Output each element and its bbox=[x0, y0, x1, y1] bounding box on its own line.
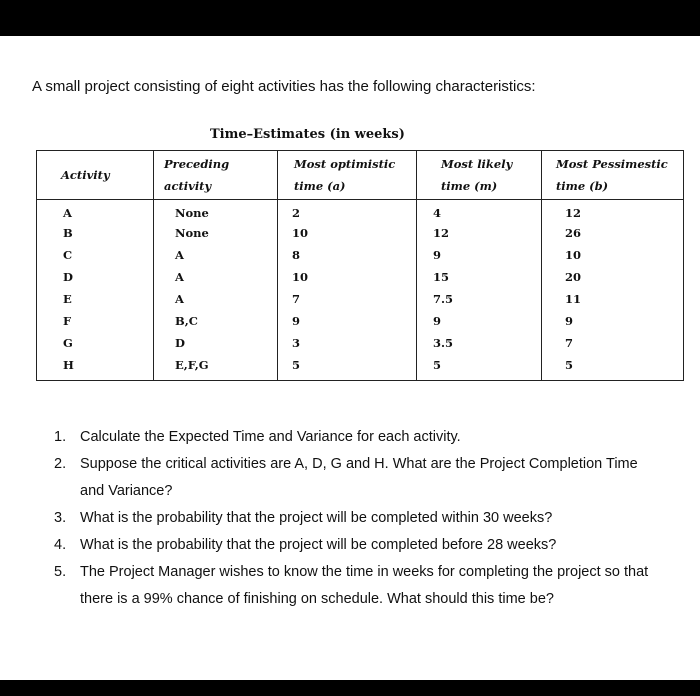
cell-activity: D bbox=[37, 266, 154, 288]
cell-activity: G bbox=[37, 332, 154, 354]
bottom-black-bar bbox=[0, 680, 700, 696]
cell-preceding: A bbox=[154, 244, 278, 266]
table-row bbox=[37, 266, 684, 288]
cell-preceding: B,C bbox=[154, 310, 278, 332]
question-number: 5. bbox=[54, 564, 67, 580]
cell-pessimistic: 20 bbox=[542, 266, 684, 288]
cell-optimistic: 3 bbox=[278, 332, 417, 354]
cell-optimistic: 5 bbox=[278, 354, 417, 381]
header-most-optimistic: Most optimistic time (a) bbox=[278, 151, 417, 200]
cell-likely: 9 bbox=[417, 244, 542, 266]
cell-likely: 7.5 bbox=[417, 288, 542, 310]
cell-activity: A bbox=[37, 200, 154, 223]
cell-activity: C bbox=[37, 244, 154, 266]
question-text: Calculate the Expected Time and Variance for each activity. bbox=[80, 429, 461, 445]
cell-optimistic: 9 bbox=[278, 310, 417, 332]
cell-preceding: E,F,G bbox=[154, 354, 278, 381]
cell-likely: 15 bbox=[417, 266, 542, 288]
question-item bbox=[54, 532, 664, 559]
cell-pessimistic: 7 bbox=[542, 332, 684, 354]
question-number: 2. bbox=[54, 456, 67, 472]
question-text: Suppose the critical activities are A, D, G and H. What are the Project Completion Time and Variance? bbox=[80, 456, 638, 499]
cell-optimistic: 10 bbox=[278, 266, 417, 288]
table-row bbox=[37, 244, 684, 266]
cell-pessimistic: 5 bbox=[542, 354, 684, 381]
table-row bbox=[37, 310, 684, 332]
top-black-bar bbox=[0, 0, 700, 36]
time-estimates-table bbox=[36, 150, 684, 381]
question-number: 3. bbox=[54, 510, 67, 526]
header-most-likely: Most likely time (m) bbox=[417, 151, 542, 200]
table-row bbox=[37, 222, 684, 244]
question-item bbox=[54, 559, 664, 613]
cell-preceding: A bbox=[154, 266, 278, 288]
cell-pessimistic: 26 bbox=[542, 222, 684, 244]
cell-preceding: None bbox=[154, 222, 278, 244]
cell-optimistic: 8 bbox=[278, 244, 417, 266]
table-row bbox=[37, 200, 684, 223]
cell-optimistic: 7 bbox=[278, 288, 417, 310]
cell-pessimistic: 11 bbox=[542, 288, 684, 310]
table-row bbox=[37, 354, 684, 381]
question-text: What is the probability that the project will be completed within 30 weeks? bbox=[80, 510, 553, 526]
question-text: What is the probability that the project will be completed before 28 weeks? bbox=[80, 537, 557, 553]
cell-preceding: None bbox=[154, 200, 278, 223]
table-row bbox=[37, 288, 684, 310]
cell-optimistic: 10 bbox=[278, 222, 417, 244]
cell-likely: 12 bbox=[417, 222, 542, 244]
cell-pessimistic: 12 bbox=[542, 200, 684, 223]
table-row bbox=[37, 332, 684, 354]
intro-text: A small project consisting of eight activities has the following characteristics: bbox=[32, 78, 536, 95]
cell-likely: 5 bbox=[417, 354, 542, 381]
question-item bbox=[54, 451, 664, 505]
cell-pessimistic: 10 bbox=[542, 244, 684, 266]
table-title: Time–Estimates (in weeks) bbox=[210, 127, 405, 142]
question-item bbox=[54, 505, 664, 532]
cell-likely: 3.5 bbox=[417, 332, 542, 354]
header-activity: Activity bbox=[37, 151, 154, 200]
cell-preceding: A bbox=[154, 288, 278, 310]
cell-likely: 9 bbox=[417, 310, 542, 332]
cell-activity: F bbox=[37, 310, 154, 332]
cell-activity: H bbox=[37, 354, 154, 381]
header-preceding-activity: Preceding activity bbox=[154, 151, 278, 200]
cell-likely: 4 bbox=[417, 200, 542, 223]
cell-optimistic: 2 bbox=[278, 200, 417, 223]
cell-preceding: D bbox=[154, 332, 278, 354]
cell-activity: E bbox=[37, 288, 154, 310]
cell-activity: B bbox=[37, 222, 154, 244]
question-list bbox=[54, 424, 664, 613]
question-number: 4. bbox=[54, 537, 67, 553]
question-number: 1. bbox=[54, 429, 67, 445]
table-header-row bbox=[37, 151, 684, 200]
cell-pessimistic: 9 bbox=[542, 310, 684, 332]
question-text: The Project Manager wishes to know the time in weeks for completing the project so that there is a 99% chance of finishing on schedule. What should this time be? bbox=[80, 564, 649, 607]
question-item bbox=[54, 424, 664, 451]
header-most-pessimistic: Most Pessimestic time (b) bbox=[542, 151, 684, 200]
